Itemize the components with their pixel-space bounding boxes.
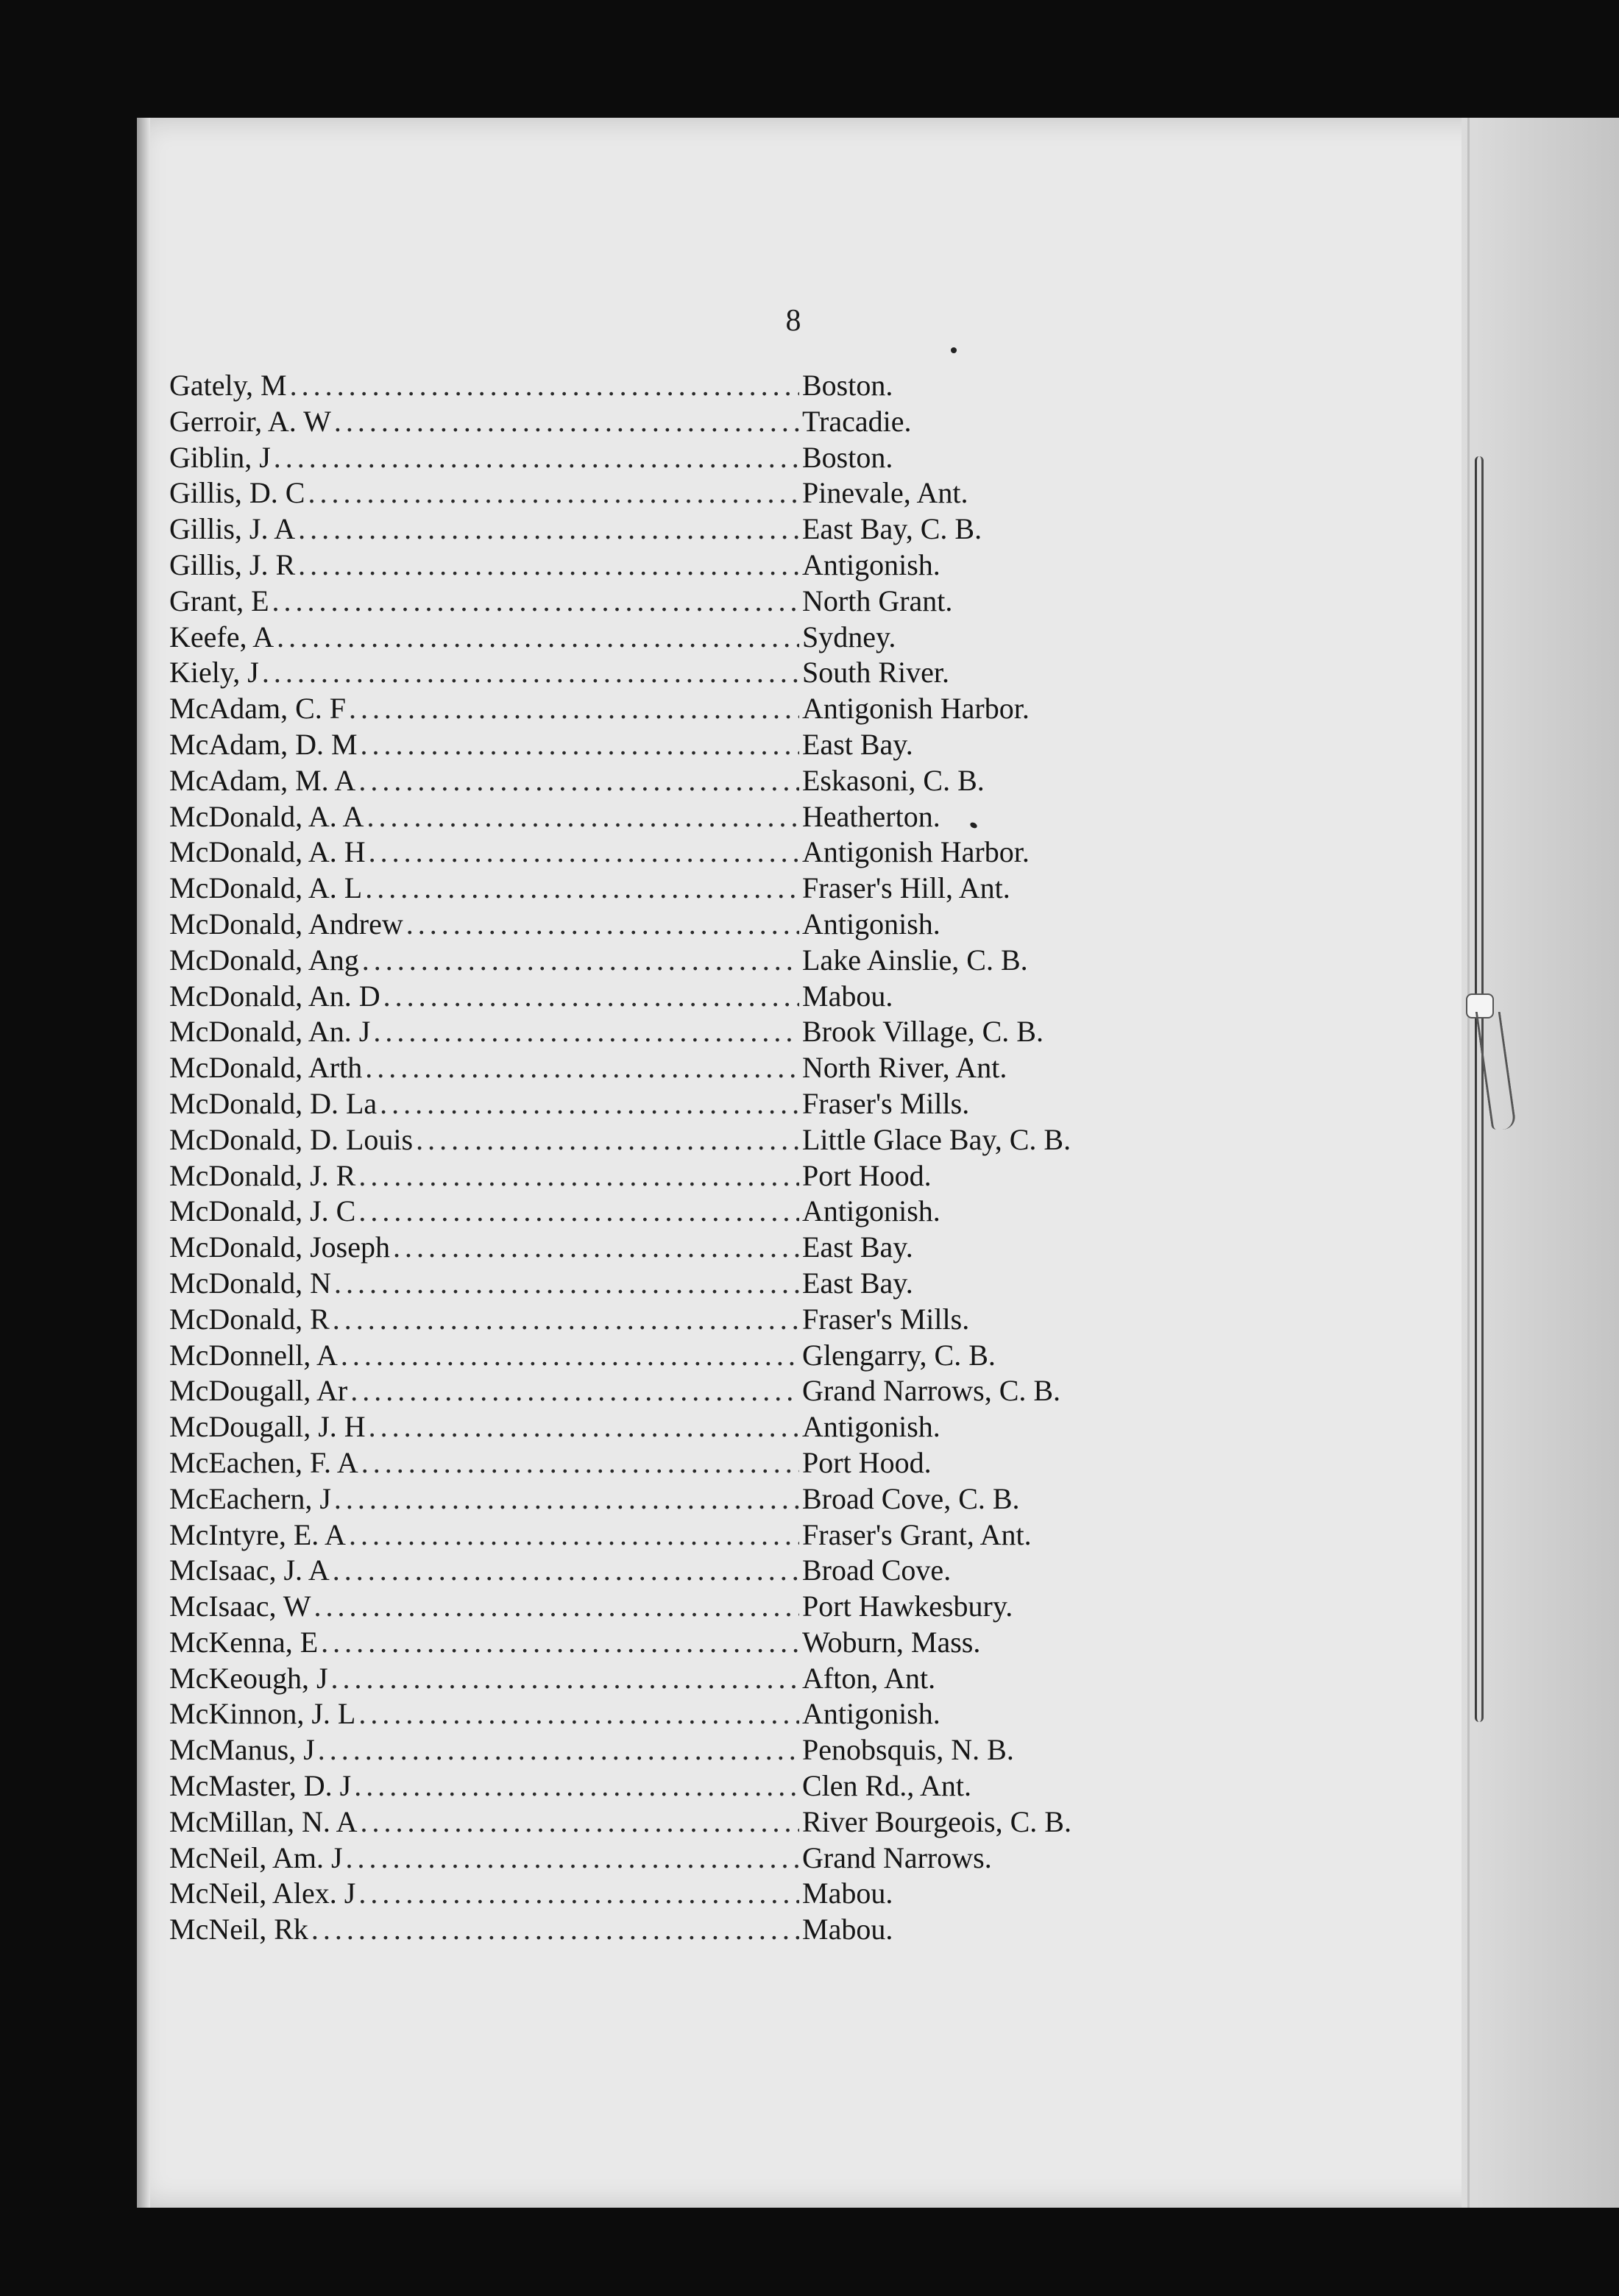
entry-name: McKenna, E: [169, 1625, 319, 1659]
page-spine: [1462, 118, 1619, 2208]
entry-name: McIsaac, W: [169, 1590, 311, 1623]
page-number: 8: [785, 304, 801, 338]
list-item: [169, 1266, 1148, 1302]
entry-place: North Grant.: [802, 584, 953, 617]
dot-leader: [358, 1696, 799, 1732]
entry-name: McAdam, M. A: [169, 763, 356, 797]
dot-leader: [341, 1338, 799, 1373]
entry-place: Port Hawkesbury.: [802, 1590, 1013, 1623]
directory-list: [169, 368, 1148, 1948]
spine-fold: [1467, 118, 1470, 2208]
dot-leader: [383, 979, 799, 1014]
entry-place: Grand Narrows.: [802, 1840, 992, 1874]
entry-name: McDonald, An. D: [169, 979, 380, 1013]
dot-leader: [369, 1409, 799, 1445]
entry-name: McDonnell, A: [169, 1338, 338, 1372]
entry-name: McDonald, A. H: [169, 835, 366, 869]
entry-name: McDougall, J. H: [169, 1410, 366, 1444]
ink-speck: [951, 347, 957, 353]
list-item: [169, 727, 1148, 763]
entry-name: Gillis, D. C: [169, 476, 305, 510]
dot-leader: [393, 1230, 799, 1265]
entry-place: Little Glace Bay, C. B.: [802, 1122, 1071, 1156]
entry-place: Pinevale, Ant.: [802, 476, 968, 510]
entry-name: McKeough, J: [169, 1661, 328, 1695]
list-item: [169, 548, 1148, 584]
entry-place: North River, Ant.: [802, 1051, 1007, 1085]
entry-place: Woburn, Mass.: [802, 1625, 981, 1659]
list-item: [169, 1481, 1148, 1517]
list-item: [169, 1589, 1148, 1625]
entry-place: Glengarry, C. B.: [802, 1338, 996, 1372]
dot-leader: [373, 1014, 799, 1049]
list-item: [169, 404, 1148, 440]
entry-name: Grant, E: [169, 584, 269, 617]
dot-leader: [350, 1373, 799, 1409]
list-item: [169, 835, 1148, 871]
dot-leader: [277, 620, 799, 655]
list-item: [169, 1517, 1148, 1553]
list-item: [169, 1840, 1148, 1877]
entry-name: McDonald, J. C: [169, 1194, 356, 1228]
list-item: [169, 1122, 1148, 1158]
entry-place: Brook Village, C. B.: [802, 1015, 1044, 1049]
entry-place: Boston.: [802, 440, 893, 474]
dot-leader: [406, 907, 799, 942]
dot-leader: [346, 1840, 799, 1876]
entry-place: Penobsquis, N. B.: [802, 1733, 1014, 1767]
dot-leader: [362, 943, 799, 978]
list-item: [169, 655, 1148, 691]
list-item: [169, 1876, 1148, 1912]
list-item: [169, 1553, 1148, 1589]
entry-place: Antigonish.: [802, 1697, 940, 1731]
entry-name: McDonald, Andrew: [169, 907, 403, 940]
list-item: [169, 1804, 1148, 1840]
list-item: [169, 907, 1148, 943]
list-item: [169, 1696, 1148, 1732]
dot-leader: [318, 1732, 799, 1768]
entry-place: Mabou.: [802, 1877, 893, 1910]
list-item: [169, 1912, 1148, 1948]
entry-name: McEachern, J: [169, 1481, 331, 1515]
entry-place: Fraser's Hill, Ant.: [802, 871, 1010, 905]
entry-place: Antigonish.: [802, 1410, 940, 1444]
list-item: [169, 799, 1148, 835]
entry-name: Gillis, J. R: [169, 548, 296, 581]
list-item: [169, 871, 1148, 907]
list-item: [169, 368, 1148, 404]
entry-place: East Bay.: [802, 1230, 913, 1264]
list-item: [169, 1373, 1148, 1409]
entry-name: McNeil, Alex. J: [169, 1877, 356, 1910]
entry-name: Keefe, A: [169, 620, 274, 653]
list-item: [169, 1230, 1148, 1266]
list-item: [169, 1158, 1148, 1194]
dot-leader: [274, 440, 799, 475]
dot-leader: [331, 1661, 799, 1696]
dot-leader: [290, 368, 799, 403]
list-item: [169, 763, 1148, 799]
entry-place: Grand Narrows, C. B.: [802, 1374, 1061, 1408]
entry-place: Antigonish Harbor.: [802, 835, 1030, 869]
list-item: [169, 943, 1148, 979]
dot-leader: [365, 1050, 799, 1085]
entry-name: McIntyre, E. A: [169, 1517, 346, 1551]
list-item: [169, 511, 1148, 548]
entry-name: McDonald, D. Louis: [169, 1122, 414, 1156]
entry-place: Afton, Ant.: [802, 1661, 936, 1695]
entry-name: McDonald, N: [169, 1266, 331, 1300]
dot-leader: [311, 1912, 799, 1947]
entry-name: Gately, M: [169, 369, 287, 402]
entry-place: Mabou.: [802, 1913, 893, 1946]
dot-leader: [361, 1804, 799, 1840]
dot-leader: [354, 1768, 799, 1804]
entry-place: Port Hood.: [802, 1445, 932, 1479]
list-item: [169, 475, 1148, 511]
entry-place: East Bay, C. B.: [802, 512, 982, 546]
entry-place: Broad Cove, C. B.: [802, 1481, 1020, 1515]
dot-leader: [365, 871, 799, 906]
entry-name: McDonald, An. J: [169, 1015, 371, 1049]
list-item: [169, 1014, 1148, 1050]
list-item: [169, 1302, 1148, 1338]
list-item: [169, 1194, 1148, 1230]
dot-leader: [416, 1122, 799, 1158]
entry-place: Sydney.: [802, 620, 896, 653]
entry-name: McManus, J: [169, 1733, 315, 1767]
binding-thread: [1475, 456, 1484, 1722]
entry-place: South River.: [802, 656, 950, 690]
list-item: [169, 1445, 1148, 1481]
page-edge: [137, 118, 150, 2208]
list-item: [169, 979, 1148, 1015]
entry-name: McDonald, A. L: [169, 871, 363, 905]
dot-leader: [358, 1876, 799, 1911]
list-item: [169, 1661, 1148, 1697]
dot-leader: [308, 475, 799, 511]
dot-leader: [272, 584, 799, 619]
list-item: [169, 1409, 1148, 1445]
dot-leader: [333, 1553, 799, 1588]
dot-leader: [349, 1517, 799, 1553]
entry-name: McDougall, Ar: [169, 1374, 348, 1408]
entry-name: McDonald, Ang: [169, 943, 359, 977]
entry-place: Antigonish.: [802, 1194, 940, 1228]
list-item: [169, 691, 1148, 727]
list-item: [169, 1625, 1148, 1661]
dot-leader: [262, 655, 799, 690]
entry-name: Gillis, J. A: [169, 512, 296, 546]
dot-leader: [369, 835, 799, 870]
dot-leader: [321, 1625, 799, 1660]
dot-leader: [361, 727, 799, 762]
entry-name: McDonald, A. A: [169, 799, 364, 833]
entry-place: Fraser's Grant, Ant.: [802, 1517, 1032, 1551]
entry-name: McDonald, Arth: [169, 1051, 363, 1085]
entry-place: East Bay.: [802, 1266, 913, 1300]
entry-name: McIsaac, J. A: [169, 1553, 330, 1587]
dot-leader: [334, 1266, 799, 1301]
dot-leader: [358, 1194, 799, 1229]
entry-place: Boston.: [802, 369, 893, 402]
dot-leader: [334, 404, 799, 439]
entry-name: McEachen, F. A: [169, 1445, 358, 1479]
dot-leader: [298, 511, 799, 547]
dot-leader: [358, 1158, 799, 1194]
entry-place: Fraser's Mills.: [802, 1302, 970, 1336]
entry-place: River Bourgeois, C. B.: [802, 1804, 1071, 1838]
dot-leader: [298, 548, 799, 583]
dot-leader: [361, 1445, 799, 1481]
entry-name: McMaster, D. J: [169, 1769, 352, 1803]
dot-leader: [314, 1589, 800, 1624]
entry-name: McNeil, Rk: [169, 1913, 308, 1946]
entry-place: Fraser's Mills.: [802, 1086, 970, 1120]
entry-place: Clen Rd., Ant.: [802, 1769, 972, 1803]
dot-leader: [349, 691, 799, 726]
list-item: [169, 1732, 1148, 1768]
dot-leader: [333, 1302, 799, 1337]
entry-place: Mabou.: [802, 979, 893, 1013]
list-item: [169, 1338, 1148, 1374]
dot-leader: [380, 1086, 799, 1122]
list-item: [169, 584, 1148, 620]
entry-name: McAdam, D. M: [169, 727, 358, 761]
dot-leader: [366, 799, 799, 835]
dot-leader: [358, 763, 799, 798]
entry-name: McDonald, J. R: [169, 1158, 356, 1192]
entry-place: Broad Cove.: [802, 1553, 952, 1587]
entry-name: Giblin, J: [169, 440, 271, 474]
entry-place: Tracadie.: [802, 404, 912, 438]
entry-place: Antigonish.: [802, 907, 940, 940]
list-item: [169, 440, 1148, 476]
list-item: [169, 620, 1148, 656]
dot-leader: [334, 1481, 799, 1517]
entry-name: McMillan, N. A: [169, 1804, 358, 1838]
entry-place: Eskasoni, C. B.: [802, 763, 985, 797]
entry-name: McAdam, C. F: [169, 692, 346, 726]
entry-name: McNeil, Am. J: [169, 1840, 343, 1874]
entry-name: McKinnon, J. L: [169, 1697, 356, 1731]
list-item: [169, 1086, 1148, 1122]
list-item: [169, 1050, 1148, 1086]
entry-name: McDonald, Joseph: [169, 1230, 390, 1264]
entry-place: East Bay.: [802, 727, 913, 761]
entry-name: McDonald, D. La: [169, 1086, 378, 1120]
entry-place: Port Hood.: [802, 1158, 932, 1192]
entry-place: Antigonish Harbor.: [802, 692, 1030, 726]
entry-place: Antigonish.: [802, 548, 940, 581]
list-item: [169, 1768, 1148, 1804]
entry-place: Lake Ainslie, C. B.: [802, 943, 1028, 977]
entry-name: McDonald, R: [169, 1302, 330, 1336]
entry-name: Gerroir, A. W: [169, 404, 331, 438]
entry-place: Heatherton.: [802, 799, 940, 833]
entry-name: Kiely, J: [169, 656, 259, 690]
